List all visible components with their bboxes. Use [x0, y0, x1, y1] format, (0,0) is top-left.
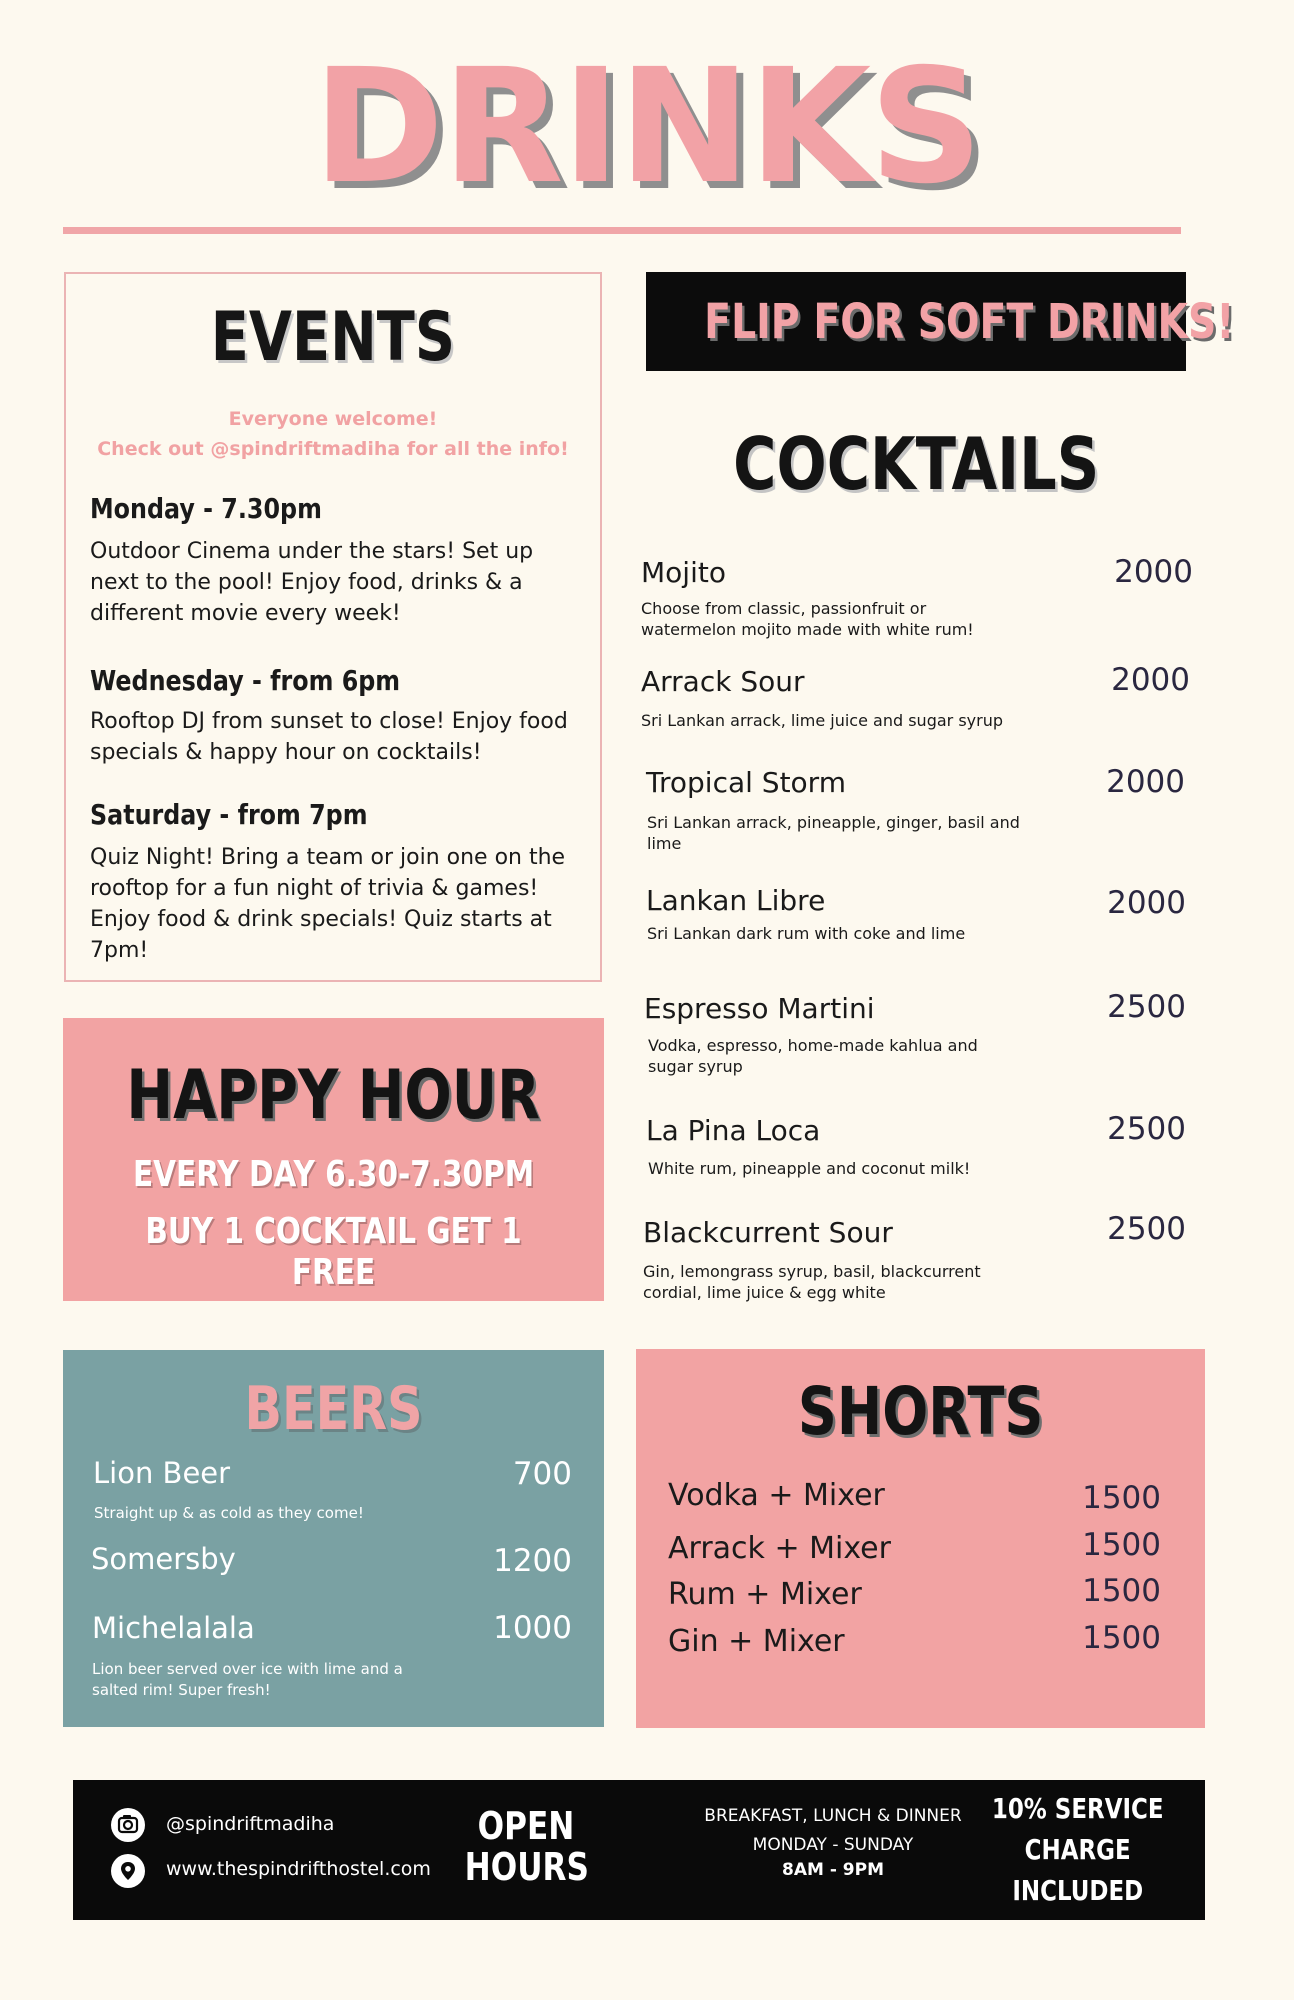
cocktail-price: 2500: [1107, 1211, 1186, 1247]
cocktail-name: Tropical Storm: [646, 766, 846, 799]
short-price: 1500: [1082, 1480, 1161, 1516]
short-price: 1500: [1082, 1527, 1161, 1563]
event-day-monday: Monday - 7.30pm: [90, 492, 322, 525]
website-link[interactable]: www.thespindrifthostel.com: [166, 1858, 431, 1880]
beer-price: 1200: [493, 1543, 572, 1579]
cocktail-price: 2000: [1111, 662, 1190, 698]
page-title: DRINKS: [312, 35, 982, 219]
short-name: Arrack + Mixer: [668, 1531, 891, 1566]
short-name: Rum + Mixer: [668, 1577, 862, 1612]
beer-name: Michelalala: [92, 1611, 255, 1645]
cocktail-price: 2500: [1107, 1111, 1186, 1147]
event-description-monday: Outdoor Cinema under the stars! Set up next to the pool! Enjoy food, drinks & a different movie every week!: [90, 539, 534, 626]
beer-name: Lion Beer: [93, 1456, 231, 1490]
beer-description: Lion beer served over ice with lime and a salted rim! Super fresh!: [92, 1660, 403, 1699]
events-title: EVENTS: [210, 298, 456, 377]
shorts-title: SHORTS: [797, 1373, 1044, 1450]
happy-hour-offer: BUY 1 COCKTAIL GET 1 FREE: [145, 1211, 522, 1293]
cocktail-description: Sri Lankan arrack, pineapple, ginger, basil and lime: [647, 813, 1020, 853]
footer: [73, 1780, 1205, 1920]
cocktail-description: White rum, pineapple and coconut milk!: [648, 1159, 971, 1178]
cocktail-description: Sri Lankan dark rum with coke and lime: [647, 924, 966, 943]
beer-description: Straight up & as cold as they come!: [94, 1504, 364, 1522]
event-day-saturday: Saturday - from 7pm: [90, 798, 368, 831]
short-name: Vodka + Mixer: [668, 1478, 885, 1513]
cocktails-title: COCKTAILS: [732, 422, 1100, 506]
cocktail-price: 2500: [1107, 989, 1186, 1025]
cocktail-name: La Pina Loca: [646, 1114, 821, 1147]
service-charge-note: 10% SERVICE CHARGE INCLUDED: [992, 1792, 1164, 1907]
cocktail-name: Espresso Martini: [644, 992, 875, 1025]
cocktail-name: Arrack Sour: [641, 665, 805, 698]
beer-price: 1000: [493, 1610, 572, 1646]
events-subtitle-line-2: Check out @spindriftmadiha for all the info!: [97, 438, 569, 460]
events-subtitle-line-1: Everyone welcome!: [228, 408, 438, 430]
cocktail-description: Choose from classic, passionfruit or watermelon mojito made with white rum!: [641, 599, 974, 639]
shorts-panel: [636, 1349, 1205, 1728]
flip-banner-text: FLIP FOR SOFT DRINKS!: [704, 294, 1235, 350]
short-name: Gin + Mixer: [668, 1624, 845, 1659]
instagram-handle[interactable]: @spindriftmadiha: [166, 1813, 335, 1835]
happy-hour-time: EVERY DAY 6.30-7.30PM: [132, 1154, 535, 1195]
camera-icon[interactable]: [111, 1808, 145, 1842]
cocktail-price: 2000: [1114, 554, 1193, 590]
event-description-saturday: Quiz Night! Bring a team or join one on the rooftop for a fun night of trivia & games! Enjoy food & drink specials! Quiz starts at 7pm!: [90, 845, 566, 963]
beers-title: BEERS: [244, 1374, 423, 1444]
cocktail-description: Vodka, espresso, home-made kahlua and sugar syrup: [648, 1036, 978, 1076]
open-hours-label: OPEN HOURS: [464, 1804, 589, 1889]
beers-panel: [63, 1350, 604, 1727]
happy-hour-title: HAPPY HOUR: [126, 1056, 541, 1135]
cocktail-description: Gin, lemongrass syrup, basil, blackcurrent cordial, lime juice & egg white: [643, 1262, 981, 1302]
short-price: 1500: [1082, 1573, 1161, 1609]
event-day-wednesday: Wednesday - from 6pm: [90, 664, 401, 697]
hours-days: MONDAY - SUNDAY: [752, 1835, 914, 1855]
cocktail-name: Mojito: [641, 556, 726, 589]
cocktail-name: Blackcurrent Sour: [643, 1216, 893, 1249]
event-description-wednesday: Rooftop DJ from sunset to close! Enjoy food specials & happy hour on cocktails!: [90, 709, 568, 765]
cocktail-price: 2000: [1106, 764, 1185, 800]
short-price: 1500: [1082, 1620, 1161, 1656]
hours-meals: BREAKFAST, LUNCH & DINNER: [704, 1806, 962, 1826]
cocktail-name: Lankan Libre: [646, 884, 826, 917]
location-pin-icon[interactable]: [111, 1854, 145, 1888]
cocktail-description: Sri Lankan arrack, lime juice and sugar syrup: [641, 711, 1003, 730]
cocktail-price: 2000: [1107, 885, 1186, 921]
beer-price: 700: [512, 1456, 572, 1492]
beer-name: Somersby: [91, 1542, 236, 1576]
hours-times: 8AM - 9PM: [782, 1860, 884, 1880]
